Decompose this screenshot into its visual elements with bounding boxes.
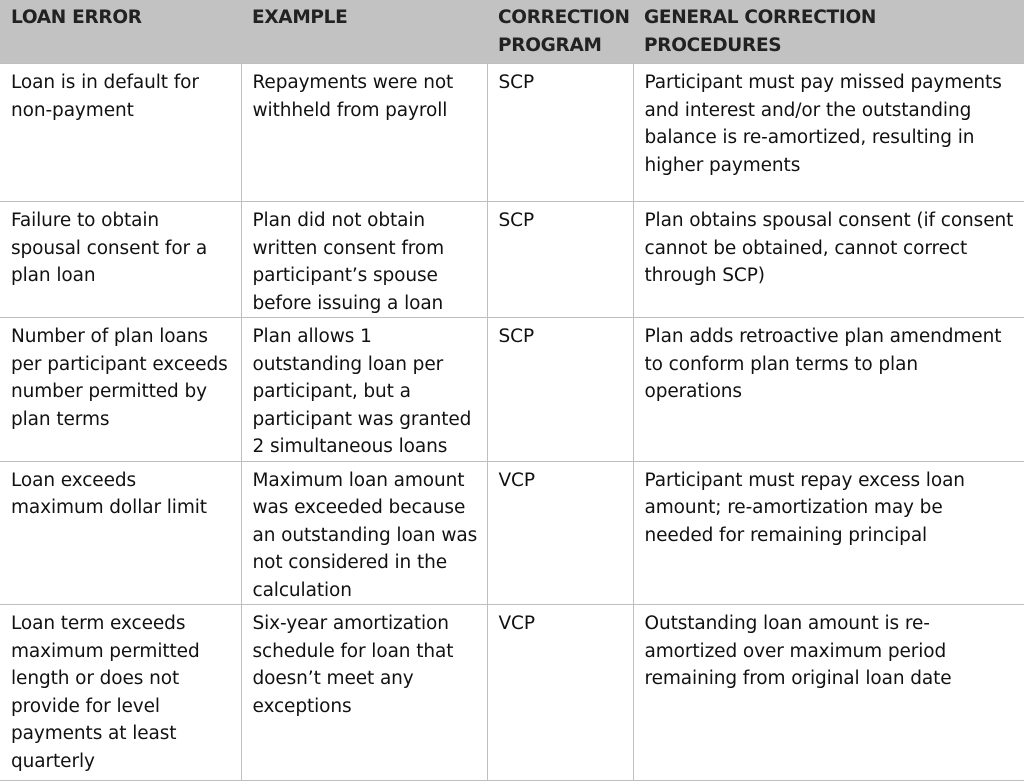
table-row <box>0 461 1024 605</box>
header-example: EXAMPLE <box>241 0 487 64</box>
cell-procedure: Outstanding loan amount is re-amortized over maximum period remaining from original loan date <box>633 605 1024 781</box>
cell-correction-program: SCP <box>487 64 633 202</box>
cell-example: Plan did not obtain written consent from participant’s spouse before issuing a loan <box>241 202 487 318</box>
cell-example: Plan allows 1 outstanding loan per participant, but a participant was granted 2 simultaneous loans <box>241 318 487 462</box>
cell-loan-error: Loan is in default for non-payment <box>0 64 241 202</box>
cell-procedure: Participant must pay missed payments and interest and/or the outstanding balance is re-amortized, resulting in higher payments <box>633 64 1024 202</box>
cell-correction-program: SCP <box>487 202 633 318</box>
cell-correction-program: VCP <box>487 461 633 605</box>
table-row <box>0 64 1024 202</box>
cell-loan-error: Number of plan loans per participant exceeds number permitted by plan terms <box>0 318 241 462</box>
table-row <box>0 605 1024 781</box>
cell-example: Repayments were not withheld from payroll <box>241 64 487 202</box>
cell-procedure: Plan obtains spousal consent (if consent cannot be obtained, cannot correct through SCP) <box>633 202 1024 318</box>
cell-correction-program: VCP <box>487 605 633 781</box>
table-row <box>0 318 1024 462</box>
table-body <box>0 64 1024 781</box>
header-general-correction-procedures: GENERAL CORRECTION PROCEDURES <box>633 0 1024 64</box>
cell-loan-error: Loan term exceeds maximum permitted length or does not provide for level payments at least quarterly <box>0 605 241 781</box>
header-row <box>0 0 1024 64</box>
cell-procedure: Plan adds retroactive plan amendment to conform plan terms to plan operations <box>633 318 1024 462</box>
cell-loan-error: Loan exceeds maximum dollar limit <box>0 461 241 605</box>
cell-procedure: Participant must repay excess loan amount; re-amortization may be needed for remaining principal <box>633 461 1024 605</box>
table-header <box>0 0 1024 64</box>
cell-correction-program: SCP <box>487 318 633 462</box>
header-loan-error: LOAN ERROR <box>0 0 241 64</box>
header-correction-program: CORRECTION PROGRAM <box>487 0 633 64</box>
cell-loan-error: Failure to obtain spousal consent for a plan loan <box>0 202 241 318</box>
cell-example: Maximum loan amount was exceeded because an outstanding loan was not considered in the calculation <box>241 461 487 605</box>
cell-example: Six-year amortization schedule for loan that doesn’t meet any exceptions <box>241 605 487 781</box>
table-row <box>0 202 1024 318</box>
